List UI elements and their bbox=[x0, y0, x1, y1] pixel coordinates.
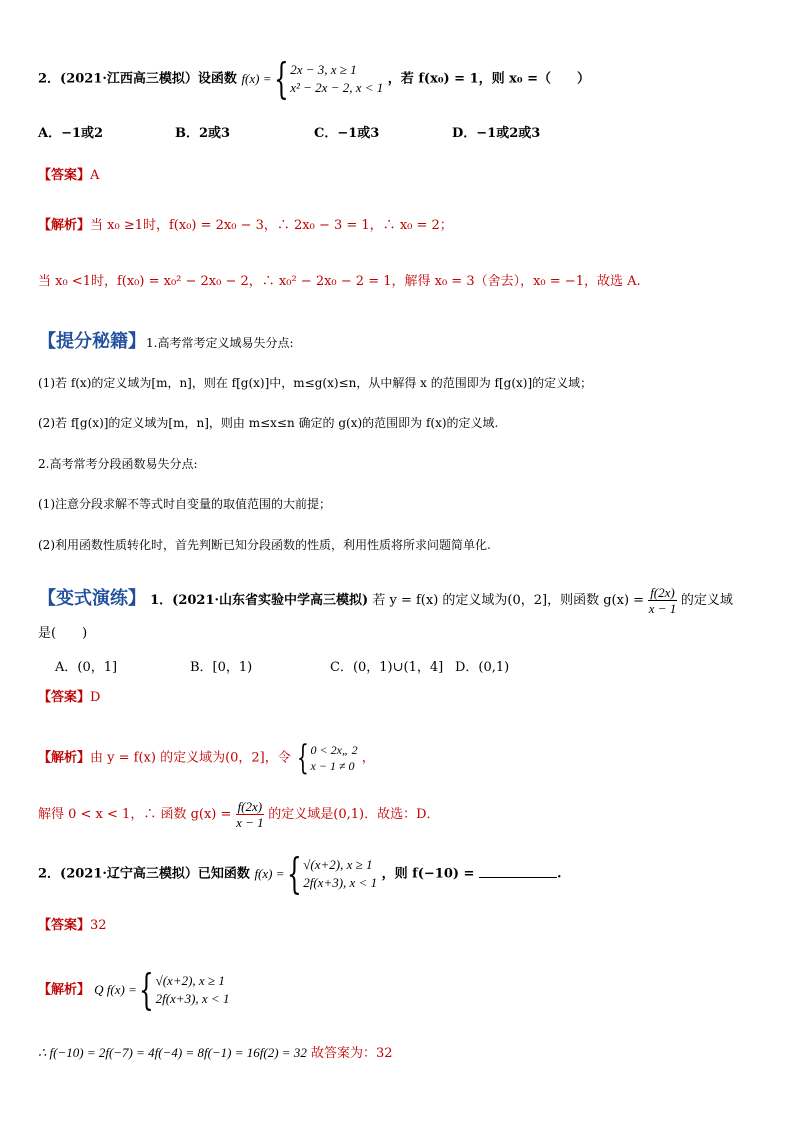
q1-analysis-text1: 当 x₀ ≥1时，f(x₀) = 2x₀ − 3，∴ 2x₀ − 3 = 1，∴ x₀ = 2； bbox=[90, 218, 453, 233]
q2-case2: 2f(x+3), x < 1 bbox=[303, 875, 378, 890]
q2-final-equation: ∴ f(−10) = 2f(−7) = 4f(−4) = 8f(−1) = 16f(2) = 32 bbox=[38, 1045, 307, 1060]
variant-frac-den: x − 1 bbox=[648, 601, 677, 616]
variant-solve-prefix: 解得 0 < x < 1，∴ 函数 g(x) = bbox=[38, 807, 232, 822]
q2-analysis-fx: Q f(x) = bbox=[94, 982, 137, 997]
variant-answer-tag: 【答案】 bbox=[38, 690, 91, 705]
variant-answer-value: D bbox=[90, 690, 101, 705]
variant-choice-d[interactable]: D．(0,1) bbox=[455, 660, 510, 675]
q1-case1: 2x − 3, x ≥ 1 bbox=[290, 62, 357, 77]
variant-q1-text1: 若 y = f(x) 的定义域为(0，2]，则函数 g(x) = bbox=[372, 593, 645, 608]
q1-choice-c[interactable]: C．−1或3 bbox=[314, 126, 380, 141]
q1-choice-d[interactable]: D．−1或2或3 bbox=[452, 126, 541, 141]
q1-piecewise bbox=[241, 54, 384, 103]
variant-choice-a[interactable]: A．(0，1] bbox=[55, 660, 118, 675]
q1-choice-b[interactable]: B．2或3 bbox=[175, 126, 231, 141]
tips-line0: 1.高考常考定义域易失分点: bbox=[146, 336, 294, 350]
q2-suffix: ，则 f(−10) = bbox=[381, 866, 475, 882]
tips-heading-text: 【提分秘籍】 bbox=[38, 331, 146, 352]
tips-line5: (2)利用函数性质转化时，首先判断已知分段函数的性质，利用性质将所求问题简单化. bbox=[38, 538, 491, 552]
variant-q1-prefix: 1．(2021·山东省实验中学高三模拟) bbox=[150, 593, 369, 608]
variant-analysis-tag: 【解析】 bbox=[38, 750, 91, 766]
variant-choice-b[interactable]: B．[0，1) bbox=[190, 660, 253, 675]
variant-solve-frac-den: x − 1 bbox=[236, 815, 264, 830]
variant-frac-num: f(2x) bbox=[650, 585, 675, 600]
q2-analysis-tag: 【解析】 bbox=[38, 982, 91, 998]
variant-heading: 【变式演练】 bbox=[38, 588, 146, 609]
variant-q1-fraction bbox=[648, 585, 677, 616]
tips-heading bbox=[38, 327, 294, 353]
q2-analysis-piecewise: Q f(x) = { √(x+2), x ≥ 1 2f(x+3), x < 1 bbox=[94, 965, 230, 1014]
tips-line1: (1)若 f(x)的定义域为[m，n]，则在 f[g(x)]中，m≤g(x)≤n，从中解得 x 的范围即为 f[g(x)]的定义域； bbox=[38, 376, 593, 390]
q1-answer-tag: 【答案】 bbox=[38, 168, 91, 183]
q1-prefix: 2．(2021·江西高三模拟）设函数 bbox=[38, 71, 237, 87]
variant-solve-frac-num: f(2x) bbox=[237, 799, 263, 814]
variant-q1-line2: 是( ) bbox=[38, 626, 88, 641]
variant-analysis-text: 由 y = f(x) 的定义域为(0，2]，令 bbox=[90, 750, 291, 766]
variant-solve-fraction bbox=[236, 799, 265, 830]
q2-analysis-case1: √(x+2), x ≥ 1 bbox=[155, 973, 225, 988]
q1-case2: x² − 2x − 2, x < 1 bbox=[290, 80, 384, 95]
tips-line3: 2.高考常考分段函数易失分点: bbox=[38, 457, 198, 471]
q2-piecewise bbox=[254, 849, 378, 898]
q1-answer bbox=[38, 167, 99, 185]
variant-cond2: x − 1 ≠ 0 bbox=[310, 759, 355, 773]
q1-answer-value: A bbox=[90, 168, 100, 183]
variant-solve bbox=[38, 799, 440, 830]
q1-fx: f(x) = bbox=[241, 71, 272, 86]
q2-answer-tag: 【答案】 bbox=[38, 918, 91, 933]
variant-q1-stem bbox=[38, 585, 733, 616]
variant-analysis bbox=[38, 738, 375, 778]
q2-stem bbox=[38, 849, 562, 898]
variant-choice-c[interactable]: C．(0，1)∪(1，4] bbox=[330, 660, 444, 675]
q2-analysis-case2: 2f(x+3), x < 1 bbox=[155, 991, 230, 1006]
q2-brace: { bbox=[286, 849, 302, 898]
variant-q1-text2: 的定义域 bbox=[680, 593, 733, 608]
q1-analysis-line1 bbox=[38, 217, 453, 235]
q1-suffix: ，若 f(x₀) = 1，则 x₀ =（ ） bbox=[387, 71, 591, 87]
tips-line2: (2)若 f[g(x)]的定义域为[m，n]，则由 m≤x≤n 确定的 g(x)的范围即为 f(x)的定义域. bbox=[38, 416, 499, 430]
variant-answer bbox=[38, 689, 100, 707]
variant-analysis-end: ， bbox=[361, 750, 375, 766]
q2-answer-value: 32 bbox=[90, 918, 107, 933]
variant-cond1: 0 < 2x„ 2 bbox=[310, 743, 358, 757]
q1-brace: { bbox=[273, 54, 289, 103]
q1-choice-a[interactable]: A．−1或2 bbox=[38, 126, 104, 141]
q1-analysis-tag: 【解析】 bbox=[38, 218, 91, 233]
q2-answer-blank[interactable] bbox=[479, 863, 557, 878]
q2-final-suffix: 故答案为：32 bbox=[310, 1046, 393, 1061]
tips-line4: (1)注意分段求解不等式时自变量的取值范围的大前提； bbox=[38, 497, 332, 511]
q2-prefix: 2．(2021·辽宁高三模拟）已知函数 bbox=[38, 866, 250, 882]
variant-conditions: { 0 < 2x„ 2 x − 1 ≠ 0 bbox=[296, 738, 358, 778]
q1-stem bbox=[38, 54, 591, 103]
variant-solve-suffix: 的定义域是(0,1)．故选：D． bbox=[268, 807, 440, 822]
q2-end: . bbox=[556, 866, 562, 882]
q2-analysis bbox=[38, 965, 230, 1014]
q2-fx: f(x) = bbox=[254, 866, 285, 881]
q2-answer bbox=[38, 917, 107, 935]
q2-case1: √(x+2), x ≥ 1 bbox=[303, 857, 373, 872]
q1-analysis-line2: 当 x₀ <1时，f(x₀) = x₀² − 2x₀ − 2，∴ x₀² − 2x₀ − 2 = 1，解得 x₀ = 3（舍去），x₀ = −1，故选 A. bbox=[38, 274, 641, 289]
q2-final bbox=[38, 1044, 393, 1063]
